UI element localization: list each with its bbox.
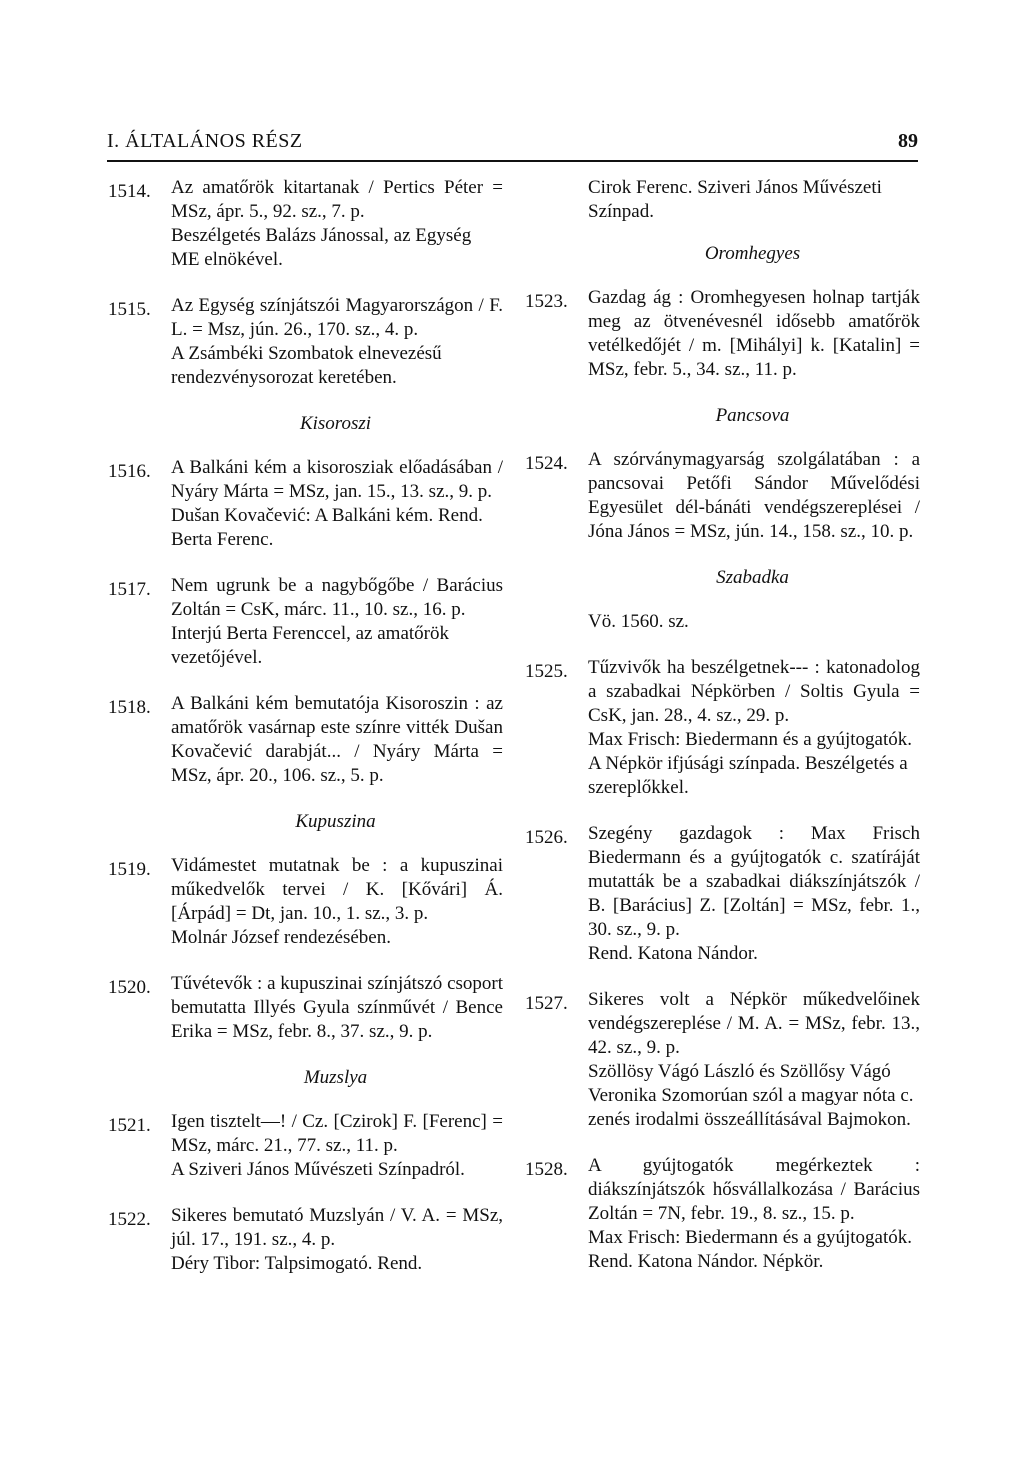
entry-annotation: Dušan Kovačević: A Balkáni kém. Rend. Berta Ferenc. [171,505,483,550]
page-number: 89 [898,130,918,152]
entry-1514 [108,176,503,272]
entry-number: 1528. [525,1159,568,1180]
entry-annotation: Interjú Berta Ferenccel, az amatőrök vezetőjével. [171,623,449,668]
entry-citation: Gazdag ág : Oromhegyesen holnap tartják meg az ötvenévesnél idősebb amatőrök vetélkedőjét / m. [Mihályi] k. [Katalin] = MSz, febr. 5., 34. sz., 11. p. [588,287,920,380]
entry-citation: Tűvétevők : a kupuszinai színjátszó csoport bemutatta Illyés Gyula színművét / Bence Erika = MSz, febr. 8., 37. sz., 9. p. [171,973,503,1042]
entry-1518 [108,692,503,788]
entry-1516 [108,456,503,552]
entry-number: 1514. [108,181,151,202]
section-title: I. ÁLTALÁNOS RÉSZ [107,130,303,152]
place-heading-kisoroszi: Kisoroszi [299,413,372,434]
entry-1517 [108,574,503,670]
place-heading-oromhegyes: Oromhegyes [704,243,801,264]
entry-number: 1515. [108,299,151,320]
entry-citation: Szegény gazdagok : Max Frisch Biedermann és a gyújtogatók c. szatíráját mutatták be a szabadkai diákszínjátszók / B. [Barácius] Z. [Zoltán] = MSz, febr. 1., 30. sz., 9. p. [588,823,920,940]
entry-annotation: Max Frisch: Biedermann és a gyújtogatók. Rend. Katona Nándor. Népkör. [588,1227,912,1272]
entry-citation: Nem ugrunk be a nagybőgőbe / Barácius Zoltán = CsK, márc. 11., 10. sz., 16. p. [171,575,503,620]
place-heading-kupuszina: Kupuszina [295,811,376,832]
entry-citation: A Balkáni kém bemutatója Kisoroszin : az amatőrök vasárnap este színre vitték Dušan Kovačević darabját... / Nyáry Márta = MSz, ápr. 20., 106. sz., 5. p. [171,693,503,786]
running-header [107,128,918,162]
entry-annotation: Beszélgetés Balázs Jánossal, az Egység ME elnökével. [171,225,472,270]
left-column [108,176,503,1298]
entry-citation: Az amatőrök kitartanak / Pertics Péter = MSz, ápr. 5., 92. sz., 7. p. [171,177,503,222]
entry-number: 1525. [525,661,568,682]
right-column [525,176,920,1296]
entry-number: 1517. [108,579,151,600]
entry-number: 1520. [108,977,151,998]
cross-reference: Vö. 1560. sz. [588,611,689,632]
entry-1515 [108,294,503,390]
entry-1526 [525,822,920,966]
entry-1523 [525,286,920,382]
continued-annotation [588,176,920,224]
entry-number: 1527. [525,993,568,1014]
entry-annotation: A Zsámbéki Szombatok elnevezésű rendezvénysorozat keretében. [171,343,442,388]
entry-1525 [525,656,920,800]
entry-1519 [108,854,503,950]
entry-1522 [108,1204,503,1276]
entry-annotation: A Sziveri János Művészeti Színpadról. [171,1159,465,1180]
entry-number: 1523. [525,291,568,312]
entry-number: 1522. [108,1209,151,1230]
entry-annotation: Max Frisch: Biedermann és a gyújtogatók. A Népkör ifjúsági színpada. Beszélgetés a szereplőkkel. [588,729,912,798]
entry-1521 [108,1110,503,1182]
place-heading-pancsova: Pancsova [715,405,790,426]
entry-citation: Sikeres bemutató Muzslyán / V. A. = MSz, júl. 17., 191. sz., 4. p. [171,1205,503,1250]
entry-number: 1518. [108,697,151,718]
entry-number: 1526. [525,827,568,848]
entry-number: 1519. [108,859,151,880]
entry-citation: Sikeres volt a Népkör műkedvelőinek vendégszereplése / M. A. = MSz, febr. 13., 42. sz., 9. p. [588,989,920,1058]
entry-annotation: Molnár József rendezésében. [171,927,391,948]
entry-number: 1516. [108,461,151,482]
entry-citation: A gyújtogatók megérkeztek : diákszínjátszók hősvállalkozása / Barácius Zoltán = 7N, febr. 19., 8. sz., 15. p. [588,1155,920,1224]
entry-1520 [108,972,503,1044]
place-heading-muzslya: Muzslya [303,1067,368,1088]
entry-citation: A szórványmagyarság szolgálatában : a pancsovai Petőfi Sándor Művelődési Egyesület dél-bánáti vendégszereplései / Jóna János = MSz, jún. 14., 158. sz., 10. p. [588,449,920,542]
entry-citation: Az Egység színjátszói Magyarországon / F. L. = Msz, jún. 26., 170. sz., 4. p. [171,295,503,340]
entry-citation: A Balkáni kém a kisorosziak előadásában / Nyáry Márta = MSz, jan. 15., 13. sz., 9. p. [171,457,503,502]
entry-1524 [525,448,920,544]
entry-citation: Vidámestet mutatnak be : a kupuszinai műkedvelők tervei / K. [Kővári] Á. [Árpád] = Dt, jan. 10., 1. sz., 3. p. [171,855,503,924]
entry-number: 1524. [525,453,568,474]
entry-annotation: Rend. Katona Nándor. [588,943,758,964]
entry-citation: Tűzvivők ha beszélgetnek--- : katonadolog a szabadkai Népkörben / Soltis Gyula = CsK, jan. 28., 4. sz., 29. p. [588,657,920,726]
entry-citation: Igen tisztelt—! / Cz. [Czirok] F. [Ferenc] = MSz, márc. 21., 77. sz., 11. p. [171,1111,503,1156]
place-heading-szabadka: Szabadka [716,567,789,588]
entry-annotation: Déry Tibor: Talpsimogató. Rend. [171,1253,423,1274]
entry-1527 [525,988,920,1132]
continued-text: Cirok Ferenc. Sziveri János Művészeti Színpad. [588,177,882,222]
entry-1528 [525,1154,920,1274]
entry-annotation: Szöllösy Vágó László és Szöllősy Vágó Veronika Szomorúan szól a magyar nóta c. zenés irodalmi összeállításával Bajmokon. [588,1061,914,1130]
entry-number: 1521. [108,1115,151,1136]
